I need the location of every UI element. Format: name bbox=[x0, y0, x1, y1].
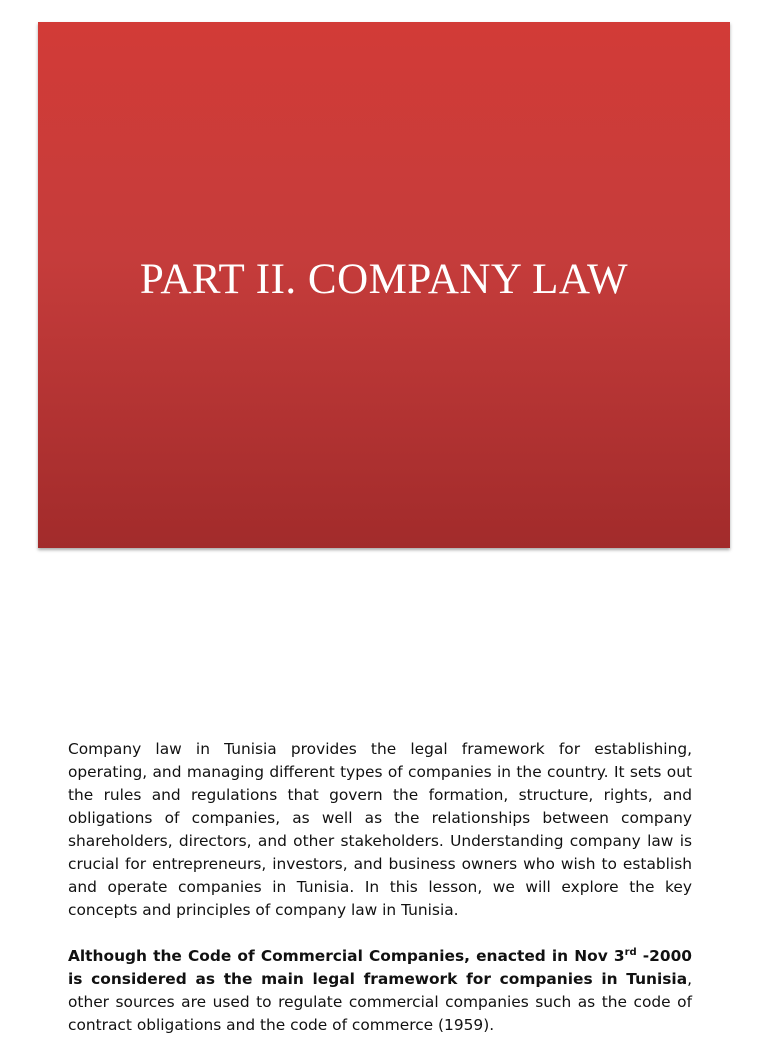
other-sources-text: , other sources are used to regulate commercial companies such as the code of contract obligations and the code of commerce (1959). bbox=[68, 970, 692, 1034]
intro-paragraph: Company law in Tunisia provides the legal framework for establishing, operating, and managing different types of companies in the country. It sets out the rules and regulations that govern the formation, structure, rights, and obligations of companies, as well as the relationships between company shareholders, directors, and other stakeholders. Understanding company law is crucial for entrepreneurs, investors, and business owners who wish to establish and operate companies in Tunisia. In this lesson, we will explore the key concepts and principles of company law in Tunisia. bbox=[68, 740, 692, 919]
ordinal-superscript: rd bbox=[624, 946, 637, 958]
cover-title: PART II. COMPANY LAW bbox=[139, 255, 629, 303]
legal-sources-paragraph bbox=[68, 945, 692, 1037]
bold-statement-part1: Although the Code of Commercial Companies, enacted in Nov 3 bbox=[68, 947, 625, 965]
cover-banner bbox=[38, 22, 730, 548]
body-text bbox=[68, 738, 692, 1060]
bold-statement-part2: -2000 is considered as the main legal framework for companies in Tunisia bbox=[68, 947, 692, 988]
